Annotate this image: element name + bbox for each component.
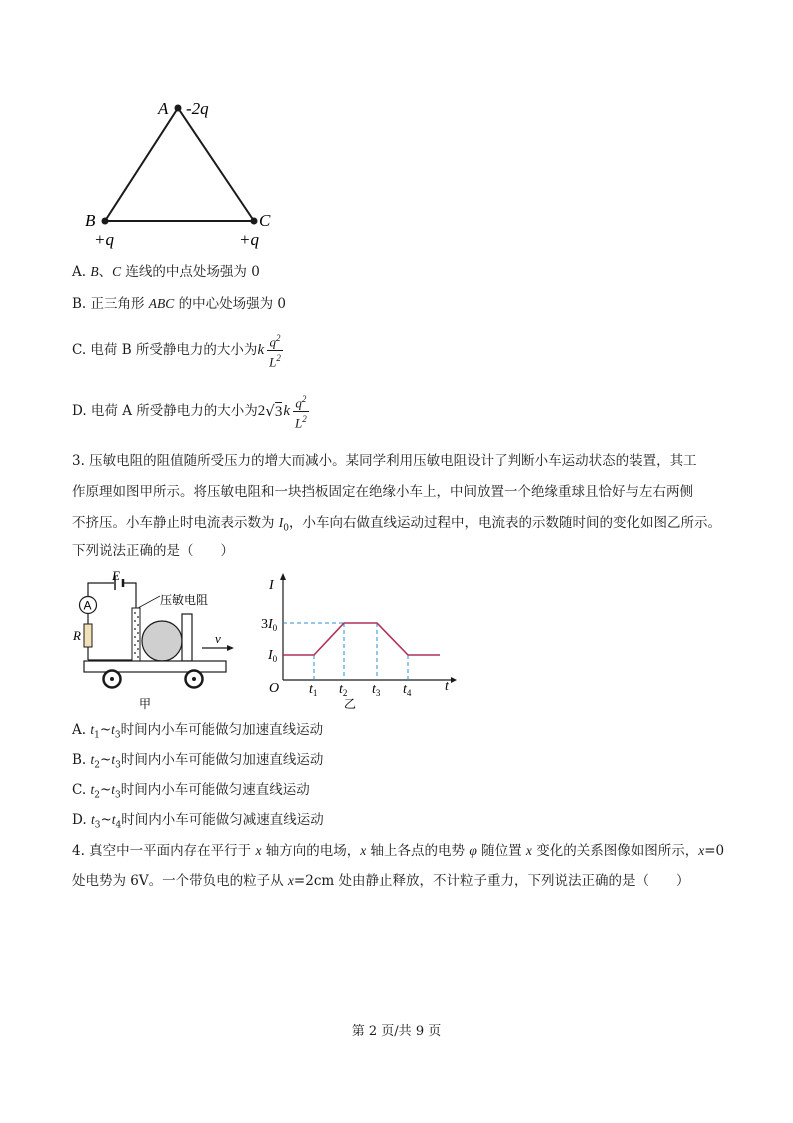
charge-a-label: -2q (186, 99, 209, 118)
option-prefix: C. 电荷 B 所受静电力的大小为 (72, 342, 258, 358)
cart-body (84, 661, 226, 672)
var-abc: ABC (148, 296, 175, 311)
charge-c-label: +q (239, 230, 259, 249)
y-tick-i0: $I_0$ (268, 648, 278, 664)
origin-label: O (269, 681, 280, 696)
vertex-b-label: B (85, 211, 96, 230)
y-axis-label: I (269, 578, 274, 593)
x-tick-t4: $t_4$ (403, 682, 412, 698)
velocity-label: v (215, 631, 221, 646)
option-text: 的中心处场强为 0 (174, 296, 286, 312)
vertex-c-label: C (259, 211, 271, 230)
q3-stem-line2: 作原理如图甲所示。将压敏电阻和一块挡板固定在绝缘小车上，中间放置一个绝缘重球且恰好与左右两侧 (72, 484, 693, 500)
x-tick-t1: $t_1$ (309, 682, 318, 698)
figure-jia-circuit (72, 568, 242, 710)
heavy-ball (142, 621, 182, 661)
pressure-sensor (132, 608, 140, 661)
separator: 、 (98, 264, 113, 280)
current-series-line (283, 623, 440, 655)
fraction-q2-over-l2: $\frac{q^2}{L^2}$ (295, 394, 307, 430)
ammeter-label: A (83, 598, 92, 613)
charge-c-dot (251, 218, 258, 225)
var-b: B (90, 264, 99, 279)
charge-b-dot (102, 218, 109, 225)
x-tick-t2: $t_2$ (339, 682, 348, 698)
option-prefix: B. 正三角形 (72, 296, 149, 312)
resistor-icon (84, 624, 92, 647)
option-prefix: D. 电荷 A 所受静电力的大小为 (72, 403, 258, 419)
page-footer: 第 2 页/共 9 页 (351, 1024, 442, 1039)
x-tick-t3: $t_3$ (372, 682, 381, 698)
option-prefix: A. (72, 264, 91, 280)
q4-stem-line2: 处电势为 6V。一个带负电的粒子从 x=2cm 处由静止释放，不计粒子重力，下列说法正确的是（ ） (72, 873, 690, 889)
charge-a-dot (175, 105, 182, 112)
q3-option-d[interactable]: D. $t_3\sim t_4$时间内小车可能做匀减速直线运动 (72, 812, 324, 831)
vertex-a-label: A (158, 99, 169, 118)
q4-stem-line1: 4. 真空中一平面内存在平行于 x 轴方向的电场，x 轴上各点的电势 φ 随位置 x 变化的关系图像如图所示，x=0 (72, 843, 725, 859)
coefficient: 2 (257, 403, 266, 419)
battery-label: E (112, 568, 120, 583)
sensor-label: 压敏电阻 (160, 593, 209, 607)
resistor-label: R (73, 628, 81, 643)
sqrt-radicand: 3 (274, 403, 283, 420)
q2-option-a[interactable] (72, 263, 260, 281)
sqrt-symbol: √ (265, 402, 275, 420)
q2-option-c[interactable] (72, 332, 283, 368)
fraction-q2-over-l2: $\frac{q^2}{L^2}$ (269, 333, 281, 369)
y-tick-3i0: $3I_0$ (261, 617, 278, 633)
x-axis-label: t (445, 679, 449, 694)
constant-k: k (283, 403, 290, 419)
q3-stem-line4: 下列说法正确的是（ ） (72, 543, 234, 559)
q3-stem-line3: 不挤压。小车静止时电流表示数为 $I_0$，小车向右做直线运动过程中，电流表的示数随时间的变化如图乙所示。 (72, 515, 722, 534)
figure-jia-caption: 甲 (139, 697, 152, 710)
constant-k: k (257, 342, 265, 358)
q3-option-b[interactable]: B. $t_2\sim t_3$时间内小车可能做匀加速直线运动 (72, 752, 324, 771)
q3-stem-line1: 3. 压敏电阻的阻值随所受压力的增大而减小。某同学利用压敏电阻设计了判断小车运动状态的装置，其工 (72, 453, 697, 469)
q3-option-a[interactable]: A. $t_1\sim t_3$时间内小车可能做匀加速直线运动 (72, 722, 324, 741)
q2-option-b[interactable] (72, 295, 286, 313)
charge-b-label: +q (94, 230, 114, 249)
q3-option-c[interactable]: C. $t_2\sim t_3$时间内小车可能做匀速直线运动 (72, 782, 310, 801)
figure-yi-caption: 乙 (344, 697, 357, 710)
option-text: 连线的中点处场强为 0 (121, 264, 260, 280)
triangle-diagram (78, 92, 288, 252)
figure-yi-graph (258, 568, 458, 710)
var-c: C (112, 264, 122, 279)
baffle-plate (182, 614, 192, 661)
q2-option-d[interactable] (72, 393, 309, 429)
